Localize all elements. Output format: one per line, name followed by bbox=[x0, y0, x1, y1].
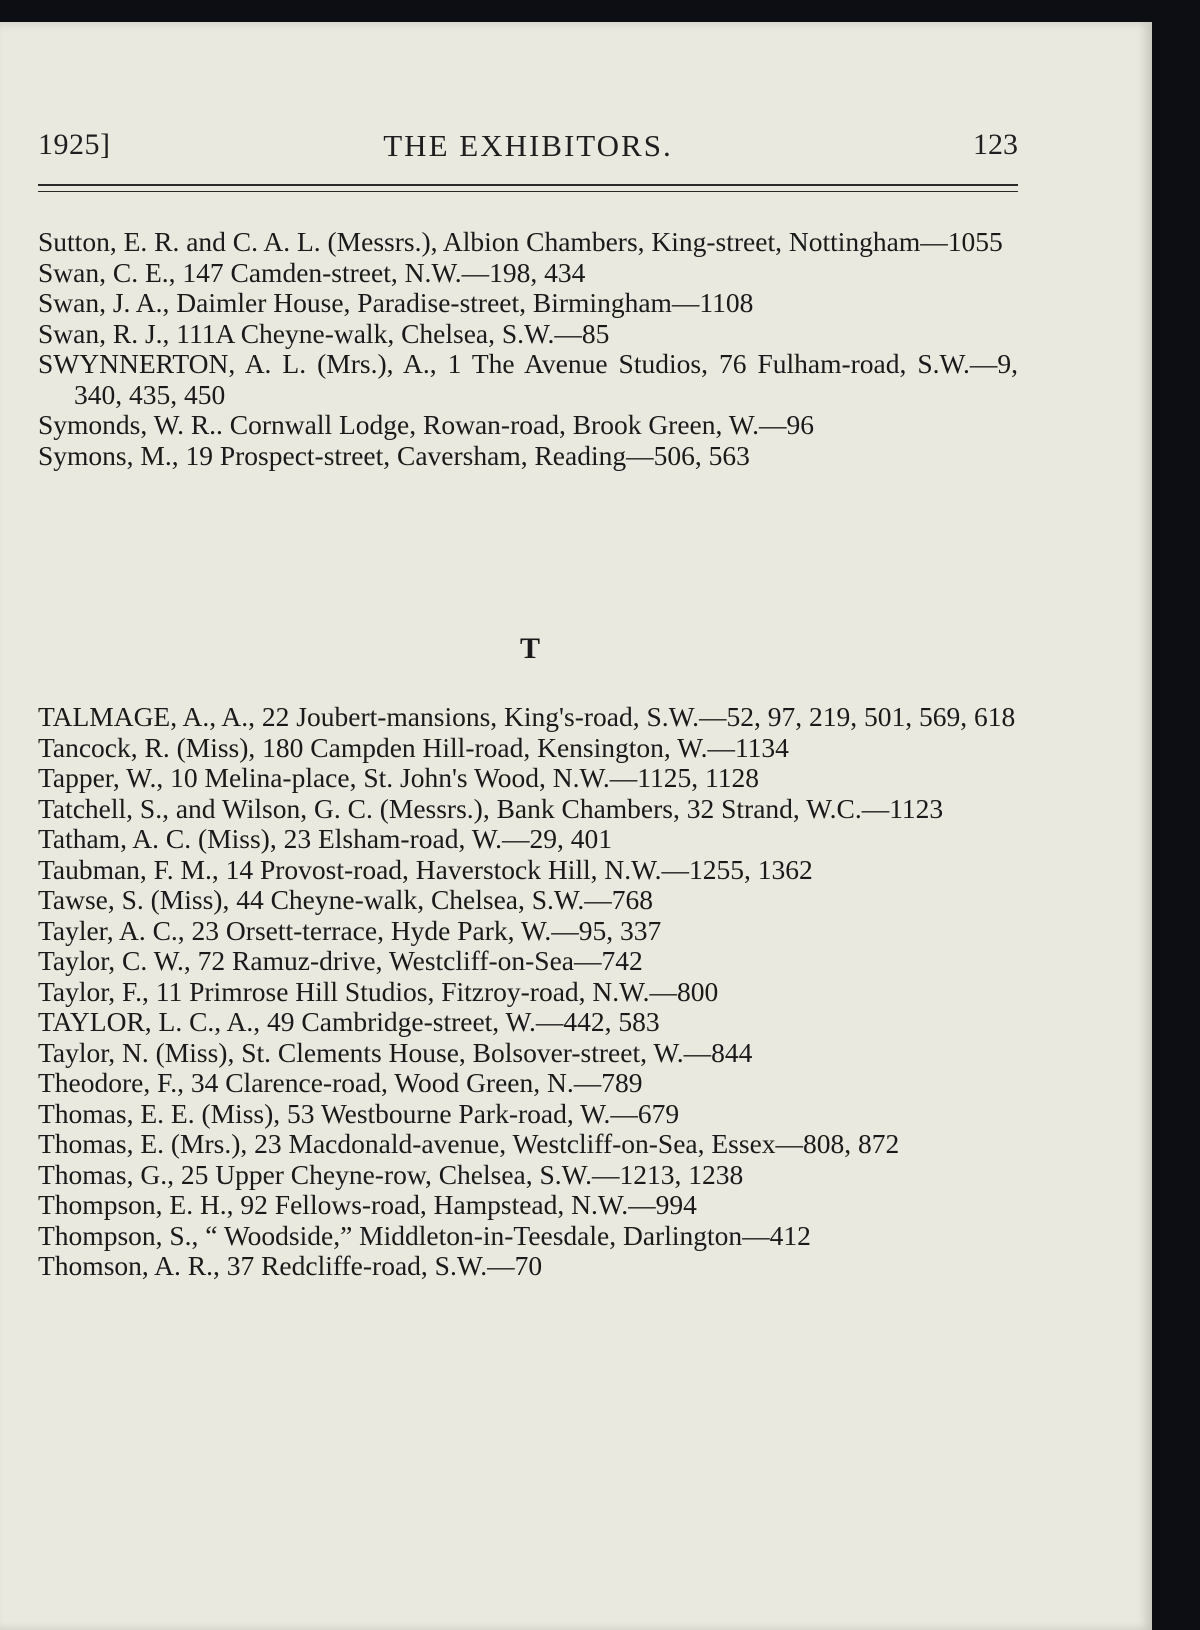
exhibitor-entry: TAYLOR, L. C., A., 49 Cambridge-street, W.—442, 583 bbox=[38, 1006, 660, 1037]
exhibitor-entry: Tancock, R. (Miss), 180 Campden Hill-road, Kensington, W.—1134 bbox=[38, 731, 789, 763]
exhibitor-entry: SWYNNERTON, A. L. (Mrs.), A., 1 The Avenue Studios, 76 Fulham-road, S.W.—9, 340, 435, 450 bbox=[38, 348, 1018, 410]
exhibitor-entry: Swan, C. E., 147 Camden-street, N.W.—198, 434 bbox=[38, 256, 586, 288]
exhibitor-entry: Thompson, S., “ Woodside,” Middleton-in-Teesdale, Darlington—412 bbox=[38, 1219, 811, 1251]
exhibitor-entry: Symons, M., 19 Prospect-street, Caversham, Reading—506, 563 bbox=[38, 439, 750, 471]
exhibitor-entry: Theodore, F., 34 Clarence-road, Wood Green, N.—789 bbox=[38, 1067, 643, 1098]
exhibitor-entry: Tapper, W., 10 Melina-place, St. John's Wood, N.W.—1125, 1128 bbox=[38, 762, 760, 793]
exhibitor-entry: Tayler, A. C., 23 Orsett-terrace, Hyde Park, W.—95, 337 bbox=[38, 914, 662, 946]
section-letter: T bbox=[519, 632, 540, 665]
exhibitor-entry: Thomas, E. E. (Miss), 53 Westbourne Park-road, W.—679 bbox=[38, 1097, 680, 1129]
exhibitor-entry: Thomas, G., 25 Upper Cheyne-row, Chelsea, S.W.—1213, 1238 bbox=[38, 1158, 744, 1190]
entries-t-section bbox=[38, 702, 1018, 1282]
exhibitor-entry: Taylor, F., 11 Primrose Hill Studios, Fitzroy-road, N.W.—800 bbox=[38, 975, 719, 1007]
exhibitor-entry: Thomson, A. R., 37 Redcliffe-road, S.W.—70 bbox=[38, 1250, 543, 1281]
exhibitor-entry: Swan, J. A., Daimler House, Paradise-street, Birmingham—1108 bbox=[38, 287, 754, 318]
exhibitor-entry: Thompson, E. H., 92 Fellows-road, Hampstead, N.W.—994 bbox=[38, 1189, 697, 1220]
header-rule-thin bbox=[38, 191, 1018, 192]
exhibitor-entry: Symonds, W. R.. Cornwall Lodge, Rowan-road, Brook Green, W.—96 bbox=[38, 409, 815, 440]
exhibitor-entry: Taylor, C. W., 72 Ramuz-drive, Westcliff-on-Sea—742 bbox=[38, 945, 643, 976]
exhibitor-entry: Taubman, F. M., 14 Provost-road, Haverstock Hill, N.W.—1255, 1362 bbox=[38, 853, 813, 885]
exhibitor-entry: Taylor, N. (Miss), St. Clements House, Bolsover-street, W.—844 bbox=[38, 1036, 753, 1068]
exhibitor-entry: Tatchell, S., and Wilson, G. C. (Messrs.), Bank Chambers, 32 Strand, W.C.—1123 bbox=[38, 792, 944, 824]
exhibitor-entry: Swan, R. J., 111A Cheyne-walk, Chelsea, S.W.—85 bbox=[38, 317, 610, 349]
exhibitor-entry: Tawse, S. (Miss), 44 Cheyne-walk, Chelsea, S.W.—768 bbox=[38, 884, 653, 915]
exhibitor-entry: Thomas, E. (Mrs.), 23 Macdonald-avenue, Westcliff-on-Sea, Essex—808, 872 bbox=[38, 1128, 900, 1159]
header-title: THE EXHIBITORS. bbox=[383, 128, 673, 163]
entries-s-section bbox=[38, 227, 1018, 471]
exhibitor-entry: Tatham, A. C. (Miss), 23 Elsham-road, W.—29, 401 bbox=[38, 823, 613, 854]
running-header bbox=[38, 108, 1018, 163]
page-number: 123 bbox=[973, 128, 1018, 161]
header-year: 1925] bbox=[38, 128, 111, 161]
header-rule-thick bbox=[38, 184, 1018, 186]
exhibitor-entry: TALMAGE, A., A., 22 Joubert-mansions, King's-road, S.W.—52, 97, 219, 501, 569, 618 bbox=[38, 701, 1016, 732]
exhibitor-entry: Sutton, E. R. and C. A. L. (Messrs.), Albion Chambers, King-street, Nottingham—1055 bbox=[38, 226, 1003, 257]
